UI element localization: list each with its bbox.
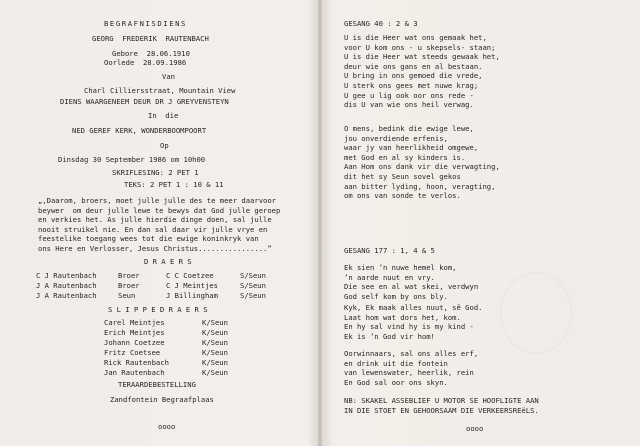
honorary-pallbearer-name: Johann Coetzee [104,338,165,347]
sermon-text: TEKS: 2 PET 1 : 10 & 11 [124,180,224,189]
hymn-line: dit het sy Seun sovel gekos [344,171,461,181]
hymn-line: ’n aarde nuut en vry. [344,272,435,282]
pallbearer-name: C C Coetzee [166,271,214,280]
hymn-line: en drink uit die fontein [344,358,448,368]
pallbearer-relation: Broer [118,271,140,280]
hymn-line: O mens, bedink die ewige lewe, [344,124,474,133]
hymn-177-stanza-4 [344,303,482,341]
hymn-line: En hy sal vind hy is my kind - [344,322,474,332]
hymn-40-title: GESANG 40 : 2 & 3 [344,19,418,28]
honorary-pallbearer-name: Fritz Coetsee [104,348,161,357]
pallbearer-relation: S/Seun [240,281,266,290]
burial-place: Zandfontein Begraafplaas [110,395,214,404]
service-datetime: Dinsdag 30 September 1986 om 10h00 [58,155,206,164]
hymn-line: jou onverdiende erfenis, [344,133,448,143]
hymn-line: aan bitter lyding, hoon, veragting, [344,181,496,191]
hymn-line: God self kom by ons bly. [344,291,448,301]
notice-line: IN DIE STOET EN GEHOORSAAM DIE VERKEERSREëLS. [344,406,539,415]
hymn-line: U gee u lig ook oor ons rede - [344,90,474,100]
hymn-line: U bring in ons gemoed die vrede, [344,71,483,81]
hymn-line: U is die Heer wat steeds gewaak het, [344,52,500,62]
honorary-pallbearer-row [104,369,264,378]
paper-smudge [500,272,572,354]
hymn-40-stanza-2 [344,33,500,110]
pallbearer-name: C J Meintjes [166,281,218,290]
scripture-reading: SKRIFLESING: 2 PET 1 [112,168,199,177]
pallbearer-name: J A Rautenbach [36,291,97,300]
honorary-pallbearer-name: Jan Rautenbach [104,368,165,377]
page-footer-ornament: oooo [466,424,484,433]
pallbearer-relation: S/Seun [240,271,266,280]
hymn-line: En God sal oor ons skyn. [344,377,448,387]
service-heading: BEGRAFNISDIENS [104,19,187,28]
hymn-line: met God en al sy kinders is. [344,152,466,162]
birth-date: Gebore 28.06.1910 [112,49,190,58]
hymn-177-stanza-5 [344,349,478,387]
hymn-line: Oorwinnaars, sal ons alles erf, [344,349,479,358]
page-fold [318,0,322,446]
pallbearer-relation: S/Seun [240,291,266,300]
pallbearer-row [36,292,306,301]
honorary-pallbearer-row [104,359,264,368]
deceased-name: GEORG FREDERIK RAUTENBACH [92,34,209,43]
honorary-pallbearer-name: Carel Meintjes [104,318,165,327]
hymn-line: om ons van sonde te verlos. [344,191,461,201]
quote-line: nooit struikel nie. En dan sal daar vir julle vrye en [38,224,268,234]
hymn-line: Laat hom wat dors het, kom. [344,312,461,322]
scripture-quote [38,196,280,254]
pallbearers-heading: D R A E R S [144,257,192,266]
hymn-line: deur wie ons gans en al bestaan. [344,61,483,71]
quote-line: en verkies het. As julle hierdie dinge doen, sal julle [38,215,272,225]
hymn-line: van lewenswater, heerlik, rein [344,368,474,378]
address: Charl Cilliersstraat, Mountain View [84,86,236,95]
quote-line: „,Daarom, broers, moet julle julle des te meer daarvoor [38,196,276,205]
death-date: Oorlede 28.09.1986 [104,58,187,67]
quote-line: ons Here en Verlosser, Jesus Christus................” [38,243,272,253]
hymn-line: Die see en al wat skei, verdwyn [344,282,479,292]
pallbearer-row [36,282,306,291]
hymn-line: Ek is ’n God vir hom! [344,331,435,341]
quote-line: feestelike toegang wees tot die ewige koninkryk van [38,234,259,244]
hymn-177-title: GESANG 177 : 1, 4 & 5 [344,246,435,255]
hymn-line: Kyk, Ek maak alles nuut, sê God. [344,303,483,312]
pallbearer-relation: Broer [118,281,140,290]
pallbearer-name: C J Rautenbach [36,271,97,280]
quote-line: beywer om deur julle lewe te bewys dat God julle geroep [38,205,281,215]
hymn-line: dis U van wie ons heil verwag. [344,100,474,110]
hymn-line: Aan Hom ons dank vir die verwagting, [344,162,500,172]
pallbearer-name: J Billingham [166,291,218,300]
hymn-40-stanza-3 [344,124,500,201]
honorary-pallbearer-row [104,349,264,358]
van-label: Van [162,72,175,81]
hymn-line: voor U kom ons - u skepsels- staan; [344,42,496,52]
hymn-line: Ek sien ’n nuwe hemel kom, [344,263,457,272]
honorary-pallbearer-relation: K/Seun [202,358,228,367]
officiant: DIENS WAARGENEEM DEUR DR J GREYVENSTEYN [60,97,229,106]
headlights-notice [344,396,539,416]
honorary-pallbearer-relation: K/Seun [202,318,228,327]
honorary-pallbearer-name: Rick Rautenbach [104,358,169,367]
pallbearer-row [36,272,306,281]
honorary-pallbearers-heading: S L I P P E D R A E R S [108,305,208,314]
honorary-pallbearer-relation: K/Seun [202,368,228,377]
honorary-pallbearer-relation: K/Seun [202,328,228,337]
in-die-label: In die [148,111,179,120]
hymn-line: U is die Heer wat ons gemaak het, [344,33,487,42]
pallbearer-relation: Seun [118,291,136,300]
honorary-pallbearer-row [104,339,264,348]
pallbearer-name: J A Rautenbach [36,281,97,290]
hymn-177-stanza-1 [344,263,478,301]
honorary-pallbearer-relation: K/Seun [202,348,228,357]
page-footer-ornament: oooo [158,422,176,431]
honorary-pallbearer-relation: K/Seun [202,338,228,347]
burial-heading: TERAARDEBESTELLING [118,380,196,389]
church-name: NED GEREF KERK, WONDERBOOMPOORT [72,126,207,135]
honorary-pallbearer-name: Erich Meintjes [104,328,165,337]
honorary-pallbearer-row [104,329,264,338]
hymn-line: U sterk ons gees met nuwe krag; [344,80,479,90]
op-label: Op [160,141,169,150]
hymn-line: waar jy van heerlikheid omgewe, [344,143,479,153]
honorary-pallbearer-row [104,319,264,328]
notice-line: NB: SKAKEL ASSEBLIEF U MOTOR SE HOOFLIGTE AAN [344,396,539,405]
